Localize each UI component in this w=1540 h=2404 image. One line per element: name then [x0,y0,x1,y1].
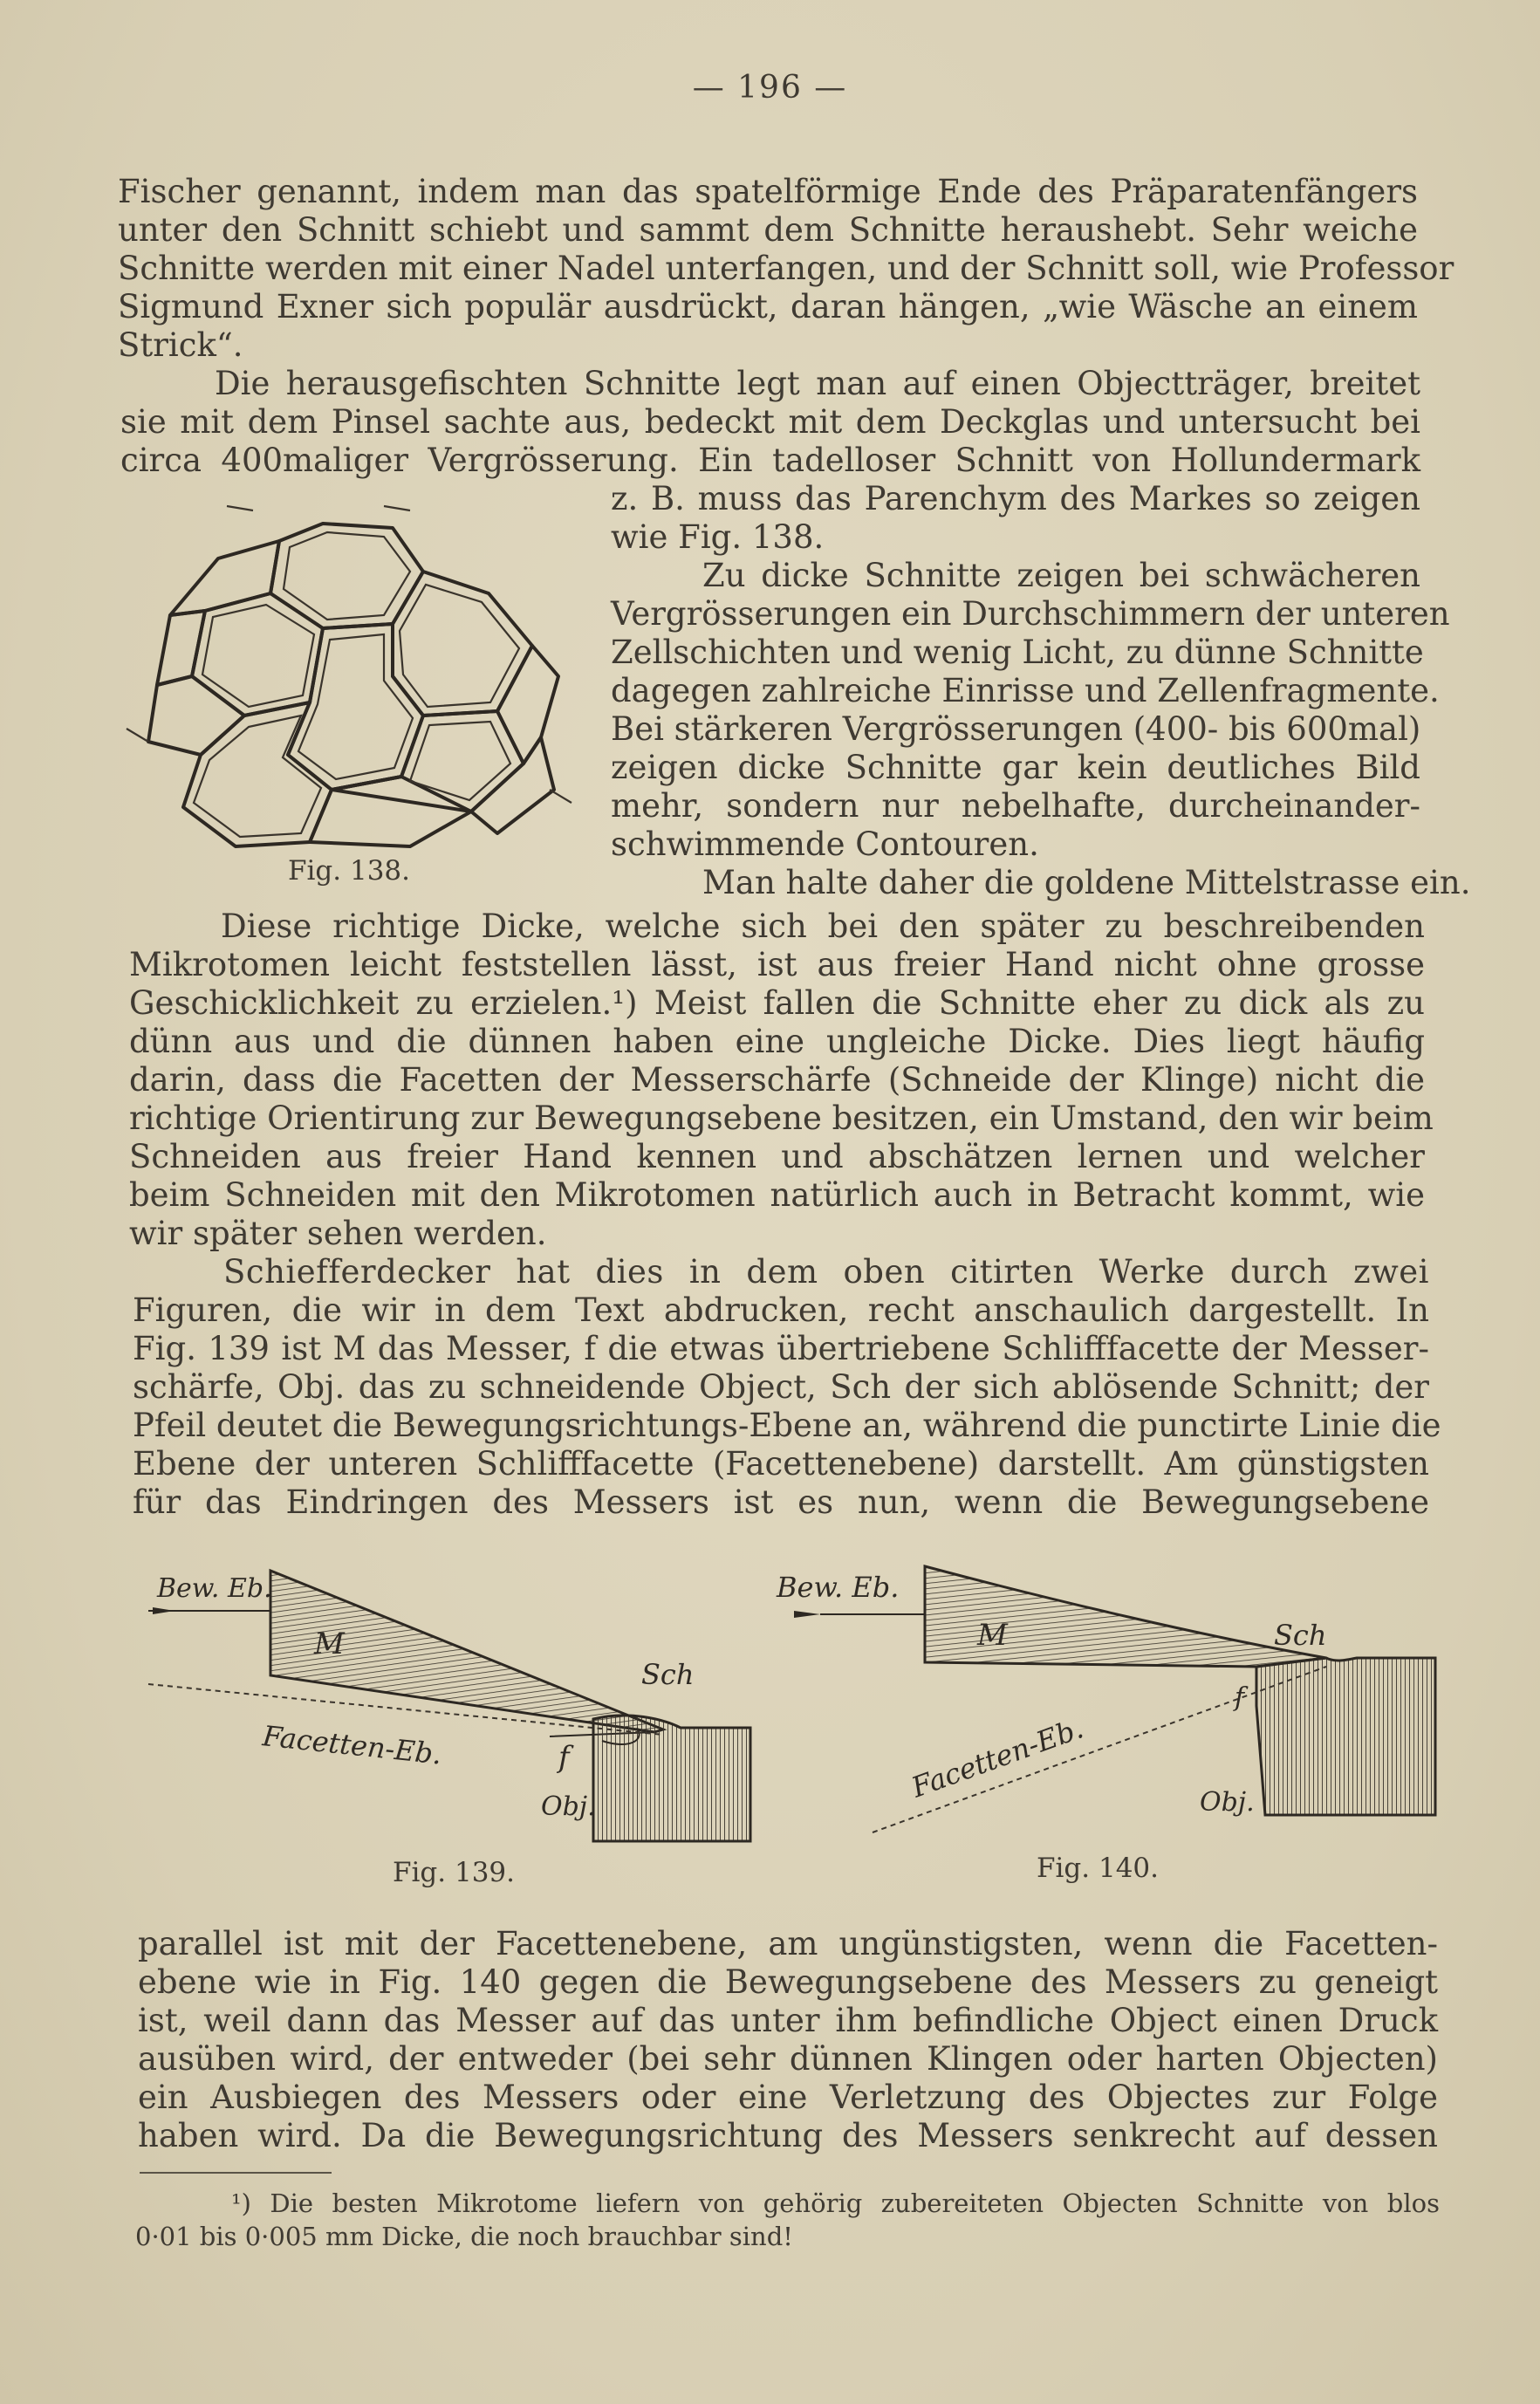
fig-139-sch-label: Sch [641,1658,695,1691]
text-line: Man halte daher die goldene Mittelstrasse ein. [702,864,1471,901]
fig-139-obj-label: Obj. [541,1791,596,1822]
text-line: haben wird. Da die Bewegungsrichtung des Messers senkrecht auf dessen [138,2117,1438,2154]
paragraph-2 [120,365,1420,480]
text-line: für das Eindringen des Messers ist es nun, wenn die Bewegungsebene [133,1483,1429,1521]
fig-139-f-label: f [558,1740,570,1775]
figure-140-knife-diagram [768,1558,1448,1854]
text-line: unter den Schnitt schiebt und sammt dem Schnitte heraushebt. Sehr weiche [118,211,1418,249]
text-line: ebene wie in Fig. 140 gegen die Bewegungsebene des Messers zu geneigt [138,1963,1438,2001]
text-line: Die herausgefischten Schnitte legt man auf einen Objectträger, breitet [215,365,1420,402]
text-line: mehr, sondern nur nebelhafte, durcheinander- [611,787,1420,825]
text-line: wir später sehen werden. [129,1215,547,1252]
fig-139-m-label: M [314,1627,345,1661]
text-line: Sigmund Exner sich populär ausdrückt, daran hängen, „wie Wäsche an einem [118,288,1418,325]
fig-139-facette-label: Facetten-Eb. [261,1719,444,1771]
paragraph-4 [133,1253,1441,1522]
footnote [135,2187,1440,2253]
text-line: Schnitte werden mit einer Nadel unterfangen, und der Schnitt soll, wie Professor [118,250,1454,287]
text-line: richtige Orientirung zur Bewegungsebene besitzen, ein Umstand, den wir beim [129,1099,1434,1137]
text-line: schwimmende Contouren. [611,825,1039,863]
paragraph-5 [138,1925,1438,2155]
text-line: Ebene der unteren Schlifffacette (Facettenebene) darstellt. Am günstigsten [133,1445,1429,1483]
text-line: beim Schneiden mit den Mikrotomen natürlich auch in Betracht kommt, wie [129,1176,1425,1214]
text-line: Zu dicke Schnitte zeigen bei schwächeren [702,557,1420,594]
text-line: wie Fig. 138. [611,518,825,556]
figure-138-parenchyma [122,502,576,860]
text-line: Diese richtige Dicke, welche sich bei den später zu beschreibenden [221,907,1425,945]
fig-140-caption: Fig. 140. [1037,1853,1159,1884]
fig-140-sch-label: Sch [1274,1619,1327,1652]
text-line: z. B. muss das Parenchym des Markes so zeigen [611,480,1420,517]
paragraph-2-column [611,480,1471,902]
fig-140-f-label: f [1235,1682,1245,1713]
text-line: Zellschichten und wenig Licht, zu dünne Schnitte [611,634,1424,671]
text-line: Bei stärkeren Vergrösserungen (400- bis 600mal) [611,710,1421,748]
fig-140-m-label: M [977,1618,1008,1653]
paragraph-1 [118,173,1454,365]
text-line: dagegen zahlreiche Einrisse und Zellenfragmente. [611,672,1440,709]
fig-139-caption: Fig. 139. [393,1857,515,1888]
footnote-line: 0·01 bis 0·005 mm Dicke, die noch brauchbar sind! [135,2222,793,2251]
text-line: zeigen dicke Schnitte gar kein deutliches Bild [611,749,1420,786]
text-line: Fischer genannt, indem man das spatelförmige Ende des Präparatenfängers [118,173,1418,210]
text-line: ein Ausbiegen des Messers oder eine Verletzung des Objectes zur Folge [138,2079,1438,2116]
text-line: parallel ist mit der Facettenebene, am ungünstigsten, wenn die Facetten- [138,1925,1438,1962]
text-line: Fig. 139 ist M das Messer, f die etwas übertriebene Schlifffacette der Messer- [133,1330,1429,1367]
figure-139-knife-diagram [140,1562,768,1850]
text-line: darin, dass die Facetten der Messerschärfe (Schneide der Klinge) nicht die [129,1061,1425,1099]
text-line: ist, weil dann das Messer auf das unter ihm befindliche Object einen Druck [138,2002,1438,2039]
fig-139-bew-label: Bew. Eb. [157,1573,272,1604]
text-line: Strick“. [118,326,243,364]
text-line: Geschicklichkeit zu erzielen.¹) Meist fallen die Schnitte eher zu dick als zu [129,984,1425,1022]
fig-140-obj-label: Obj. [1200,1787,1255,1818]
footnote-line: ¹) Die besten Mikrotome liefern von gehörig zubereiteten Objecten Schnitte von blos [231,2188,1440,2218]
fig-140-bew-label: Bew. Eb. [777,1571,900,1604]
text-line: Pfeil deutet die Bewegungsrichtungs-Ebene an, während die punctirte Linie die [133,1407,1441,1444]
text-line: schärfe, Obj. das zu schneidende Object, Sch der sich ablösende Schnitt; der [133,1368,1429,1406]
text-line: Vergrösserungen ein Durchschimmern der unteren [611,595,1450,633]
text-line: Schiefferdecker hat dies in dem oben citirten Werke durch zwei [223,1253,1429,1291]
text-line: dünn aus und die dünnen haben eine ungleiche Dicke. Dies liegt häufig [129,1023,1425,1060]
text-line: ausüben wird, der entweder (bei sehr dünnen Klingen oder harten Objecten) [138,2040,1438,2078]
text-line: Figuren, die wir in dem Text abdrucken, recht anschaulich dargestellt. In [133,1291,1429,1329]
text-line: sie mit dem Pinsel sachte aus, bedeckt mit dem Deckglas und untersucht bei [120,403,1420,441]
footnote-divider [140,2172,332,2174]
text-line: Mikrotomen leicht feststellen lässt, ist aus freier Hand nicht ohne grosse [129,946,1425,983]
text-line: circa 400maliger Vergrösserung. Ein tadelloser Schnitt von Hollundermark [120,442,1420,479]
fig-140-facette-label: Facetten-Eb. [907,1711,1088,1805]
fig-138-caption: Fig. 138. [288,855,410,887]
page-number: — 196 — [692,70,848,106]
paragraph-3 [129,907,1434,1253]
text-line: Schneiden aus freier Hand kennen und abschätzen lernen und welcher [129,1138,1425,1175]
